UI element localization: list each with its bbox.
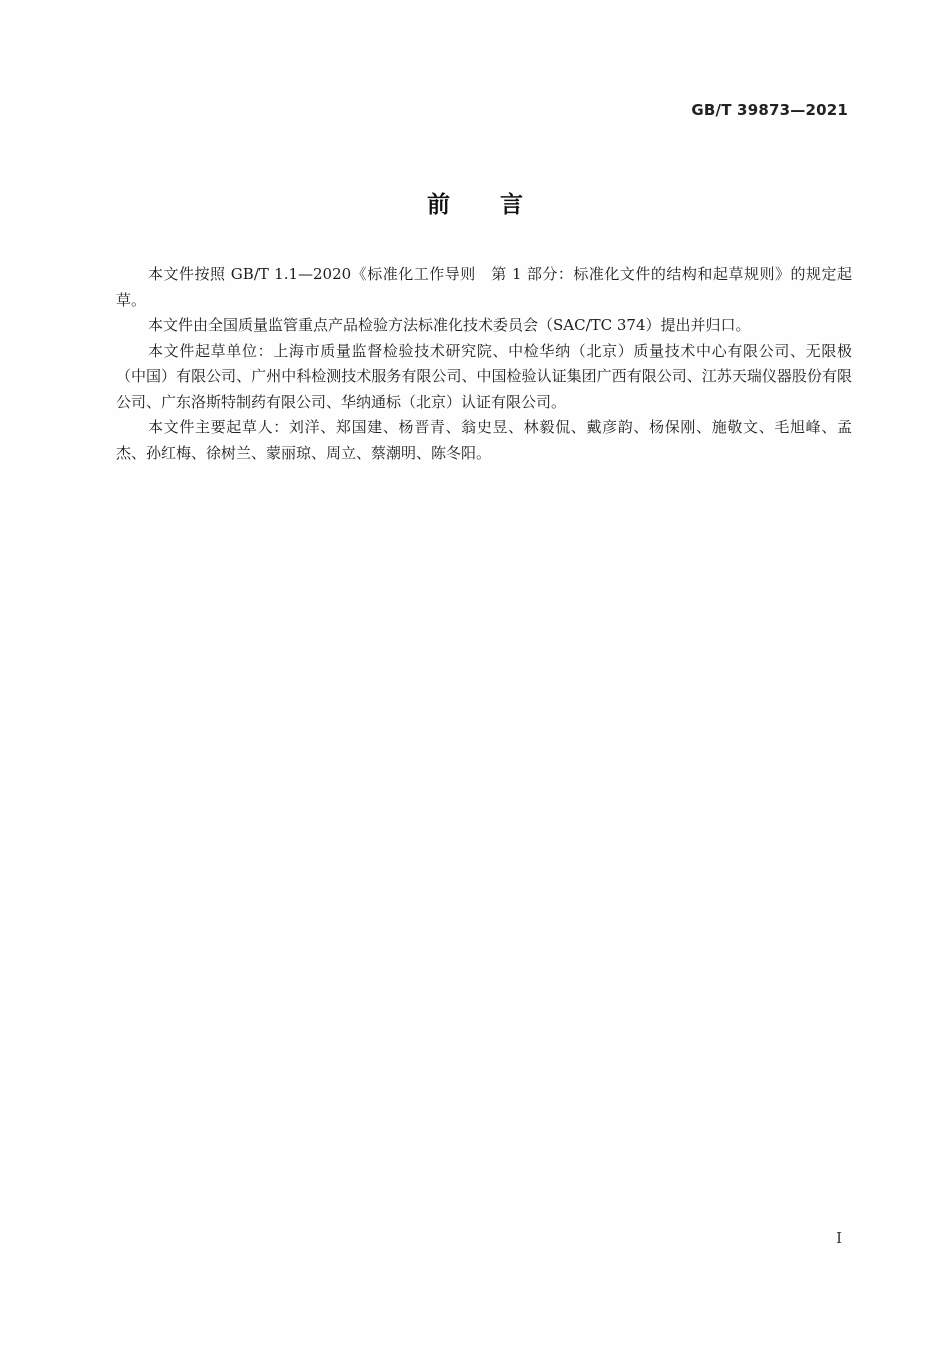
section-title: 前言	[427, 192, 573, 218]
paragraph-committee: 本文件由全国质量监管重点产品检验方法标准化技术委员会（SAC/TC 374）提出并归口。	[148, 316, 751, 334]
paragraph-drafting-units: 本文件起草单位：上海市质量监督检验技术研究院、中检华纳（北京）质量技术中心有限公司、无限极（中国）有限公司、广州中科检测技术服务有限公司、中国检验认证集团广西有限公司、江苏天瑞仪器股份有限公司、广东洛斯特制药有限公司、华纳通标（北京）认证有限公司。	[116, 341, 852, 411]
foreword-body	[116, 262, 852, 466]
page-number: I	[836, 1229, 842, 1247]
paragraph-drafters: 本文件主要起草人：刘洋、郑国建、杨晋青、翁史昱、林毅侃、戴彦韵、杨保刚、施敬文、毛旭峰、孟杰、孙红梅、徐树兰、蒙丽琼、周立、蔡潮明、陈冬阳。	[116, 418, 852, 462]
standard-code-header: GB/T 39873—2021	[691, 101, 848, 119]
paragraph-drafting-rules: 本文件按照 GB/T 1.1—2020《标准化工作导则 第 1 部分：标准化文件的结构和起草规则》的规定起草。	[116, 265, 852, 309]
